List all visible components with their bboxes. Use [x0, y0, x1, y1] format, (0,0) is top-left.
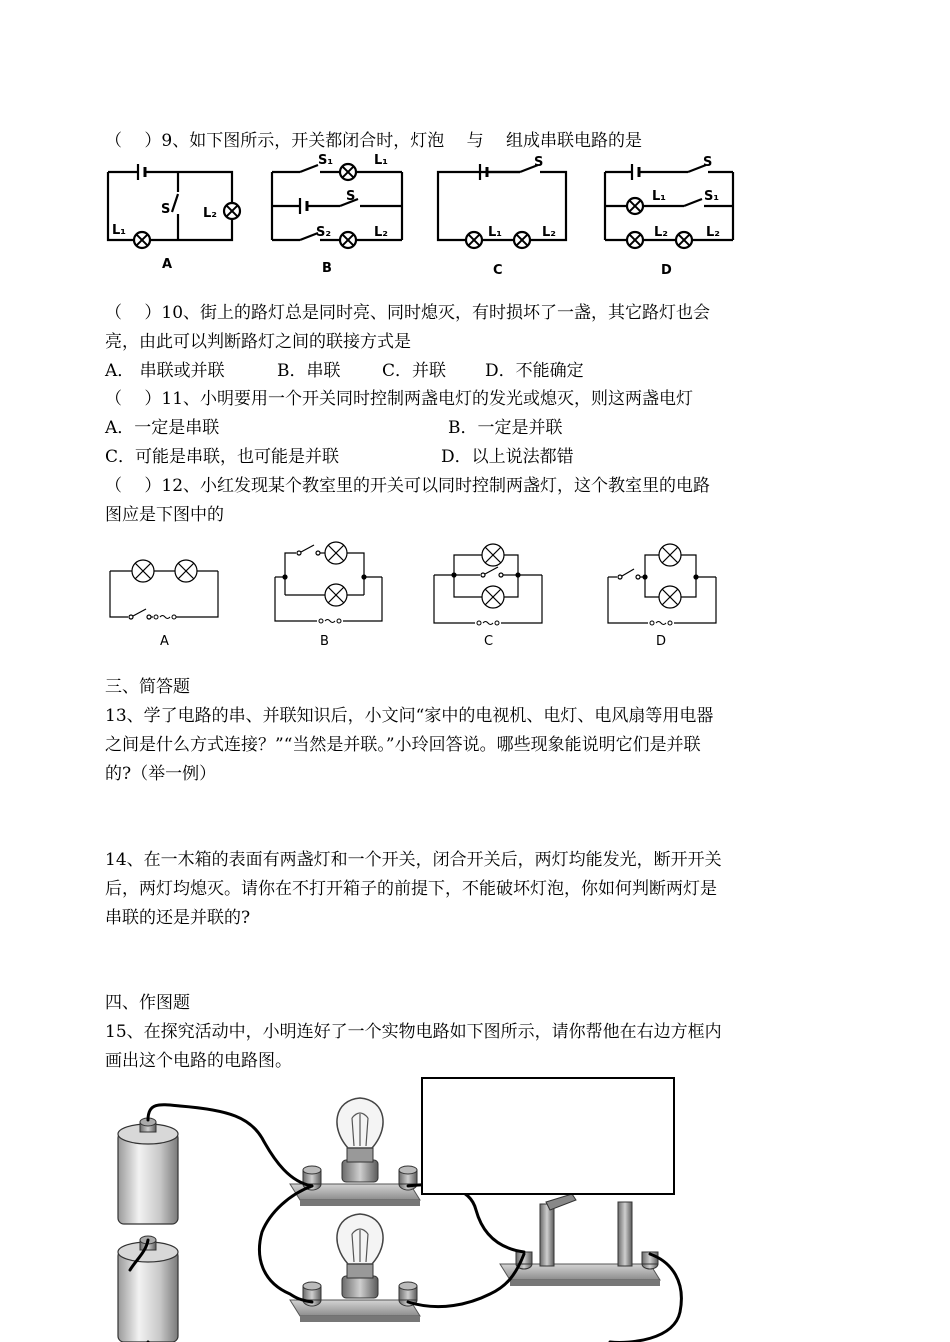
- q9-b-label: B: [322, 261, 332, 276]
- q12-line1: （ ）12、小红发现某个教室里的开关可以同时控制两盏灯，这个教室里的电路: [105, 476, 711, 496]
- q12-line2: 图应是下图中的: [105, 505, 224, 525]
- q13-line1: 13、学了电路的串、并联知识后，小文问“家中的电视机、电灯、电风扇等用电器: [105, 706, 714, 726]
- q9-a-label-s: S: [161, 202, 171, 217]
- q11-text: （ ）11、小明要用一个开关同时控制两盏电灯的发光或熄灭，则这两盏电灯: [105, 389, 694, 409]
- q9-circuit-a: [108, 164, 240, 248]
- q10-option-c: C．并联: [382, 361, 447, 381]
- q14-line1: 14、在一木箱的表面有两盏灯和一个开关，闭合开关后，两灯均能发光，断开开关: [105, 850, 722, 870]
- q11-option-b: B．一定是并联: [448, 418, 563, 438]
- switch-board: [500, 1194, 660, 1286]
- q13-line3: 的?（举一例）: [105, 764, 217, 784]
- section3-title: 三、简答题: [105, 677, 190, 697]
- q9-a-label: A: [162, 257, 173, 272]
- q10-option-d: D．不能确定: [485, 361, 584, 381]
- q9-d-label-l2b: L₂: [706, 225, 720, 240]
- q12-a-label: A: [160, 634, 169, 649]
- q12-circuit-d: [608, 544, 716, 625]
- q12-circuit-c: [434, 544, 542, 625]
- q9-d-label: D: [661, 263, 672, 278]
- q11-option-c: C．可能是串联，也可能是并联: [105, 447, 340, 467]
- q9-b-label-l1: L₁: [374, 153, 388, 168]
- q13-line2: 之间是什么方式连接？”“当然是并联。”小玲回答说。哪些现象能说明它们是并联: [105, 735, 701, 755]
- q9-circuit-diagrams: [0, 150, 950, 320]
- q9-b-label-s: S: [346, 189, 356, 204]
- q12-circuit-b: [275, 542, 382, 623]
- q10-line2: 亮，由此可以判断路灯之间的联接方式是: [105, 332, 411, 352]
- q9-b-label-s2: S₂: [316, 225, 332, 240]
- circuit-drawing-box[interactable]: [421, 1077, 675, 1195]
- q14-line3: 串联的还是并联的?: [105, 908, 251, 928]
- q12-circuit-diagrams: [0, 535, 950, 655]
- q9-b-label-l2: L₂: [374, 225, 388, 240]
- q11-option-d: D．以上说法都错: [441, 447, 574, 467]
- q12-c-label: C: [484, 634, 494, 649]
- lamp-board-2: [290, 1214, 420, 1322]
- lamp-board-1: [290, 1098, 420, 1206]
- q9-a-label-l2: L₂: [203, 206, 217, 221]
- q9-d-label-l1: L₁: [652, 189, 666, 204]
- q9-b-label-s1: S₁: [318, 153, 334, 168]
- q11-option-a: A．一定是串联: [105, 418, 220, 438]
- q14-line2: 后，两灯均熄灭。请你在不打开箱子的前提下，不能破坏灯泡，你如何判断两灯是: [105, 879, 717, 899]
- q9-c-label-l1: L₁: [488, 225, 502, 240]
- q9-d-label-l2a: L₂: [654, 225, 668, 240]
- section4-title: 四、作图题: [105, 993, 190, 1013]
- q9-a-label-l1: L₁: [112, 223, 126, 238]
- q15-line1: 15、在探究活动中，小明连好了一个实物电路如下图所示，请你帮他在右边方框内: [105, 1022, 722, 1042]
- q9-text: （ ）9、如下图所示，开关都闭合时，灯泡 与 组成串联电路的是: [105, 131, 643, 151]
- battery-bottom: [118, 1236, 178, 1342]
- q10-line1: （ ）10、街上的路灯总是同时亮、同时熄灭，有时损坏了一盏，其它路灯也会: [105, 303, 711, 323]
- q12-d-label: D: [656, 634, 667, 649]
- q9-d-label-s: S: [703, 155, 713, 170]
- q9-c-label: C: [493, 263, 503, 278]
- q9-d-label-s1: S₁: [704, 189, 720, 204]
- q15-line2: 画出这个电路的电路图。: [105, 1051, 292, 1071]
- q12-b-label: B: [320, 634, 329, 649]
- q10-option-a: A． 串联或并联: [105, 361, 225, 381]
- q9-c-label-l2: L₂: [542, 225, 556, 240]
- q12-circuit-a: [110, 560, 218, 619]
- q9-c-label-s: S: [534, 155, 544, 170]
- battery-top: [118, 1118, 178, 1224]
- q10-option-b: B．串联: [277, 361, 341, 381]
